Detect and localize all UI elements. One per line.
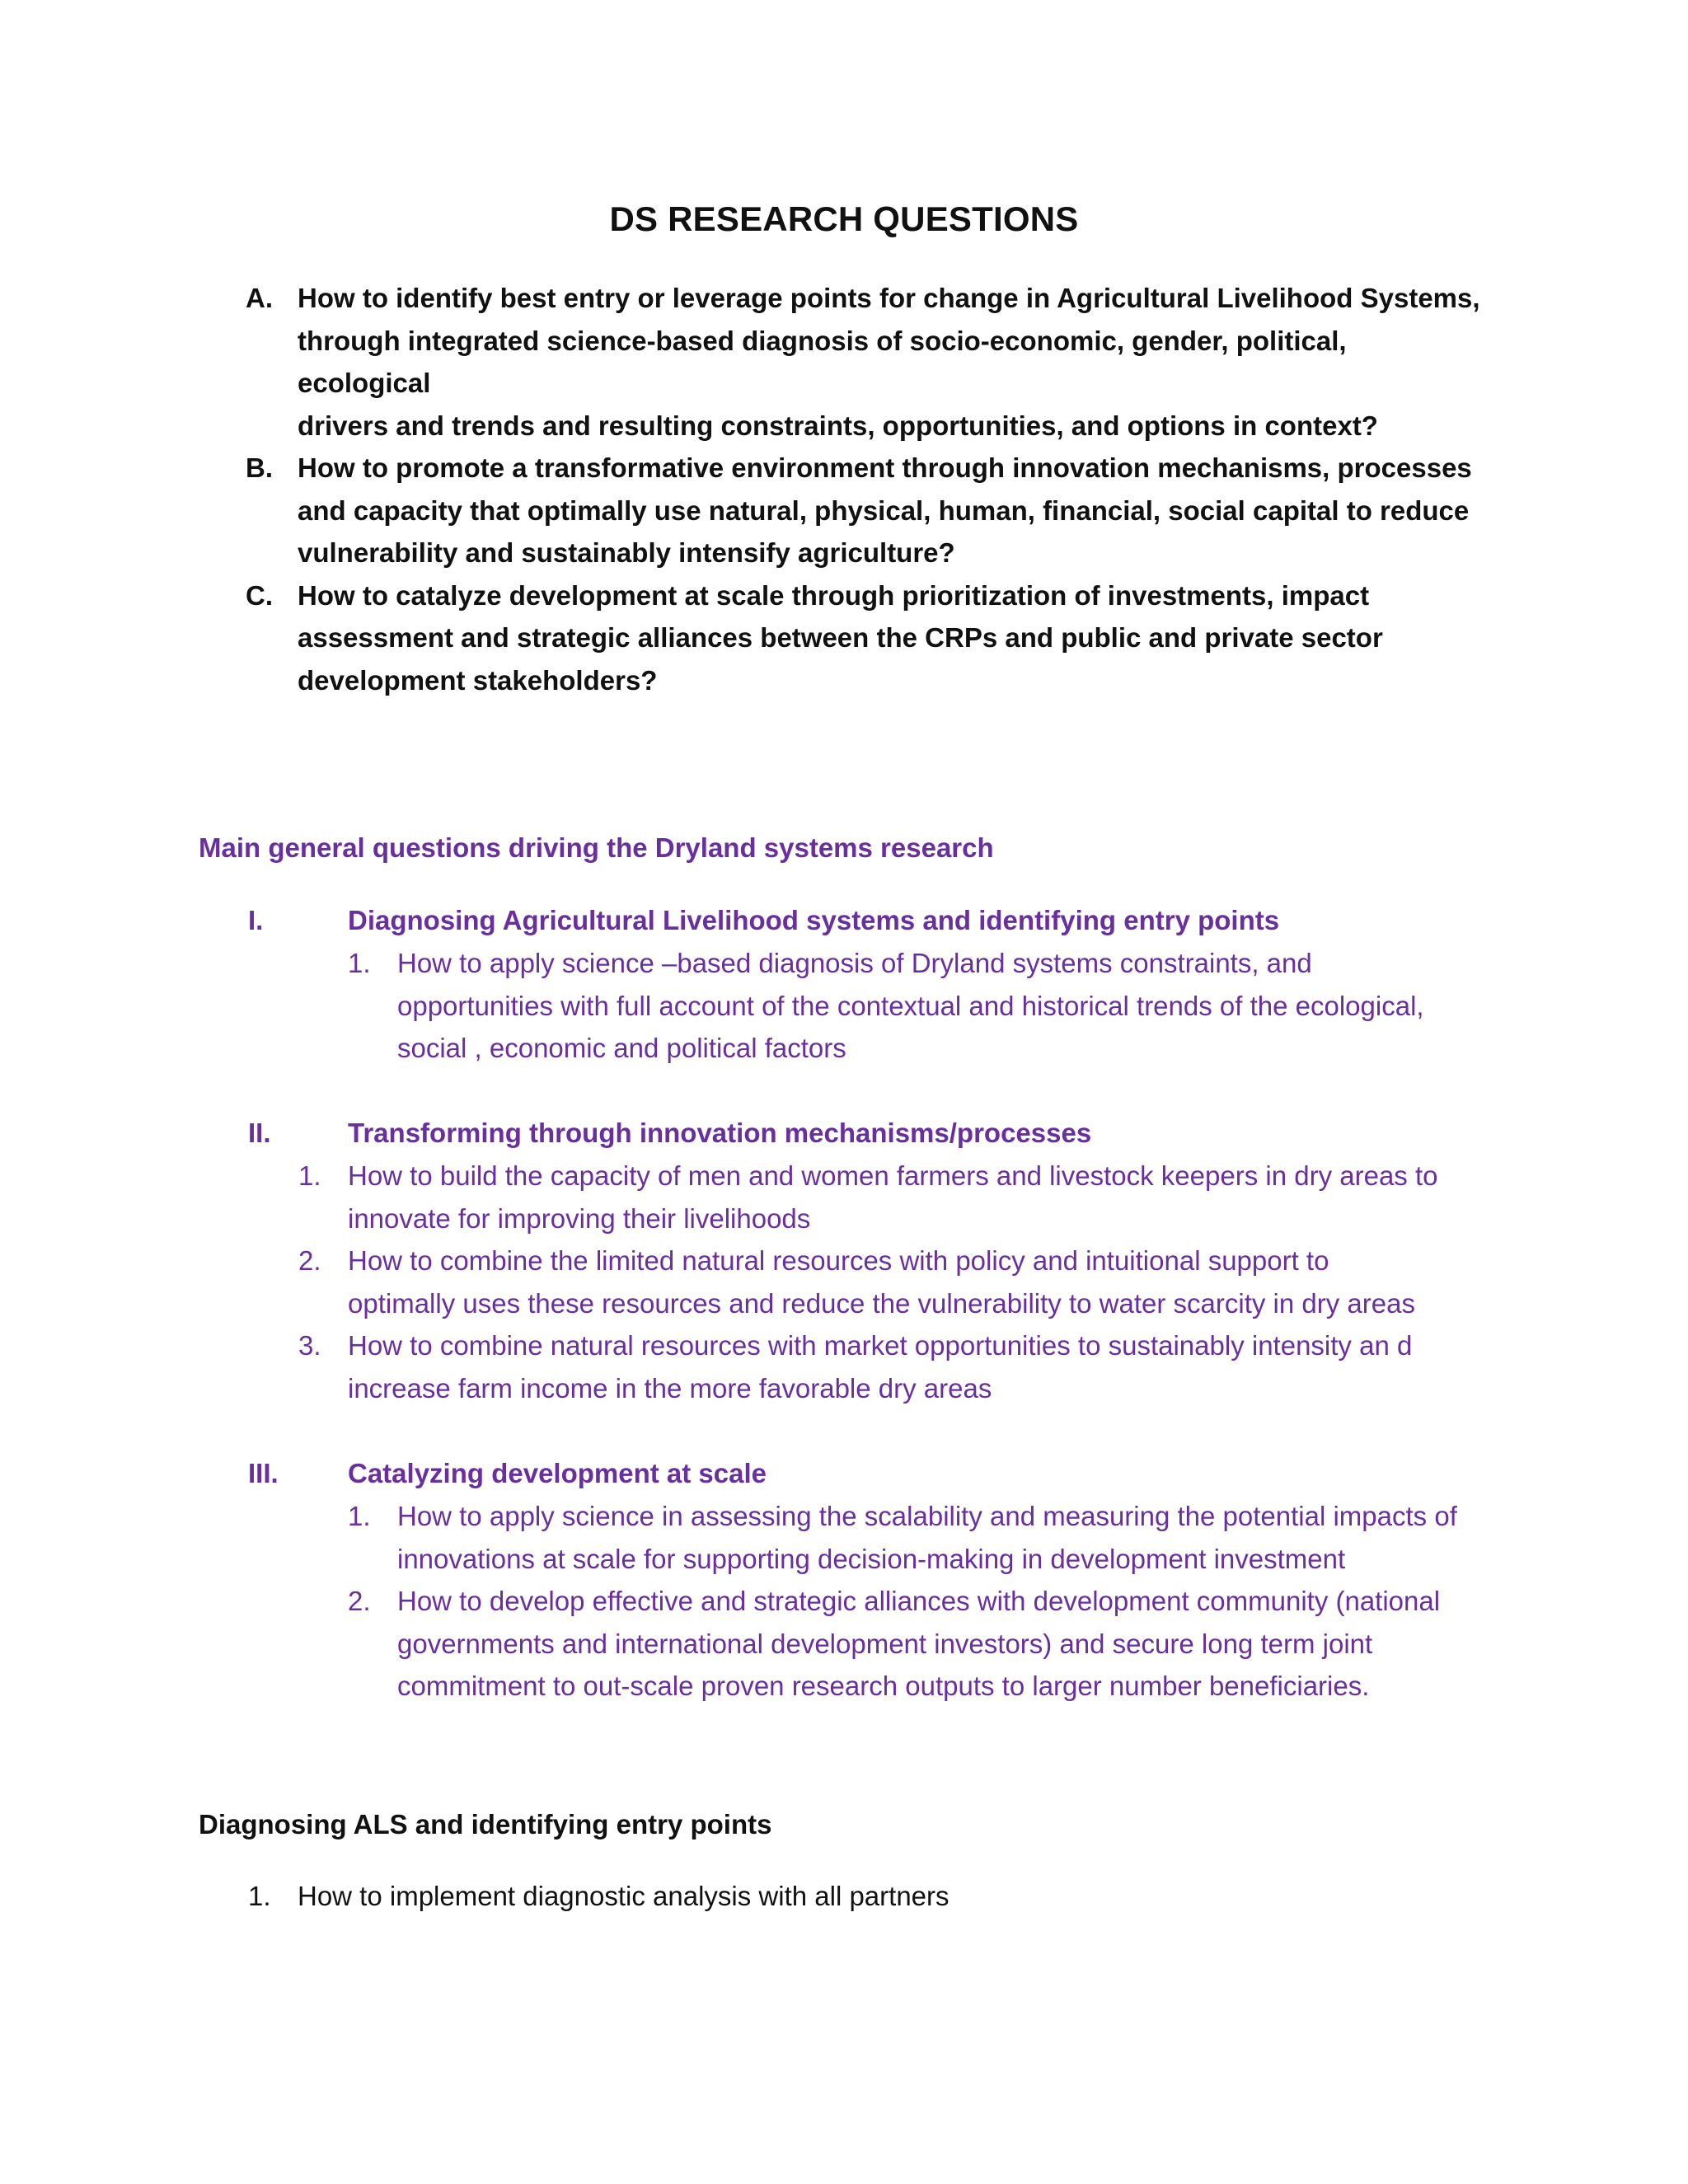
list-item [348, 1495, 1543, 1582]
question-line: How to identify best entry or leverage points for change in Agricultural Livelihood Systems, [298, 283, 1480, 313]
item-line: governments and international development investors) and secure long term joint [397, 1628, 1373, 1659]
question-line: How to promote a transformative environment through innovation mechanisms, processes [298, 452, 1472, 483]
item-line: How to build the capacity of men and women farmers and livestock keepers in dry areas to [348, 1160, 1438, 1191]
research-question-c [246, 574, 1482, 702]
list-item [348, 1580, 1543, 1712]
page-title: DS RESEARCH QUESTIONS [609, 199, 1079, 238]
item-line: innovations at scale for supporting decision-making in development investment [397, 1543, 1346, 1574]
item-number: 1. [298, 1160, 321, 1191]
item-number: 1. [348, 948, 371, 978]
item-line: How to apply science in assessing the scalability and measuring the potential impacts of [397, 1501, 1457, 1531]
item-text [397, 1580, 1440, 1708]
item-text [348, 1155, 1437, 1240]
item-line: How to apply science –based diagnosis of Dryland systems constraints, and [397, 948, 1312, 978]
question-line: assessment and strategic alliances between the CRPs and public and private sector [298, 622, 1383, 653]
als-section-heading: Diagnosing ALS and identifying entry points [199, 1809, 772, 1840]
question-line: through integrated science-based diagnosis of socio-economic, gender, political, ecological [298, 325, 1347, 398]
item-number: 2. [348, 1586, 371, 1616]
item-text [348, 1240, 1415, 1324]
question-line: vulnerability and sustainably intensify agriculture? [298, 537, 955, 568]
question-line: and capacity that optimally use natural, physical, human, financial, social capital to reduce [298, 494, 1470, 526]
group-heading: Catalyzing development at scale [348, 1458, 767, 1488]
item-line: optimally uses these resources and reduce the vulnerability to water scarcity in dry areas [348, 1287, 1415, 1319]
item-line: commitment to out-scale proven research outputs to larger number beneficiaries. [397, 1671, 1370, 1701]
research-question-a [246, 277, 1482, 447]
question-line: development stakeholders? [298, 664, 658, 696]
research-question-b [246, 447, 1482, 574]
list-item [248, 1875, 1237, 1920]
item-text [348, 1324, 1412, 1409]
item-line: increase farm income in the more favorable dry areas [348, 1372, 992, 1404]
item-line: How to combine the limited natural resources with policy and intuitional support to [348, 1245, 1329, 1276]
item-number: 3. [298, 1330, 321, 1361]
group-heading: Transforming through innovation mechanisms/processes [348, 1118, 1092, 1148]
item-text [397, 942, 1424, 1070]
main-section-heading: Main general questions driving the Dryland systems research [199, 832, 994, 863]
list-marker: B. [246, 452, 273, 483]
group-heading: Diagnosing Agricultural Livelihood systems and identifying entry points [348, 905, 1280, 935]
research-questions-list [246, 277, 1482, 701]
item-text [397, 1495, 1457, 1580]
item-line: social , economic and political factors [397, 1033, 846, 1063]
item-line: innovate for improving their livelihoods [348, 1202, 811, 1234]
list-marker: A. [246, 283, 273, 313]
item-number: 2. [298, 1245, 321, 1276]
list-item [298, 1155, 1535, 1241]
item-line: How to develop effective and strategic alliances with development community (national [397, 1586, 1441, 1616]
item-number: 1. [248, 1881, 271, 1911]
item-text: How to implement diagnostic analysis with all partners [298, 1881, 950, 1911]
group-numeral: I. [248, 905, 264, 935]
list-marker: C. [246, 579, 273, 611]
question-line: How to catalyze development at scale through prioritization of investments, impact [298, 579, 1370, 611]
question-line: drivers and trends and resulting constraints, opportunities, and options in context? [298, 410, 1378, 441]
item-line: opportunities with full account of the contextual and historical trends of the ecological, [397, 990, 1424, 1021]
list-item [298, 1240, 1535, 1326]
list-item [298, 1324, 1535, 1411]
group-numeral: III. [248, 1458, 279, 1488]
item-number: 1. [348, 1501, 371, 1531]
group-numeral: II. [248, 1118, 271, 1148]
item-line: How to combine natural resources with market opportunities to sustainably intensity an d [348, 1330, 1413, 1361]
list-item [348, 942, 1543, 1074]
